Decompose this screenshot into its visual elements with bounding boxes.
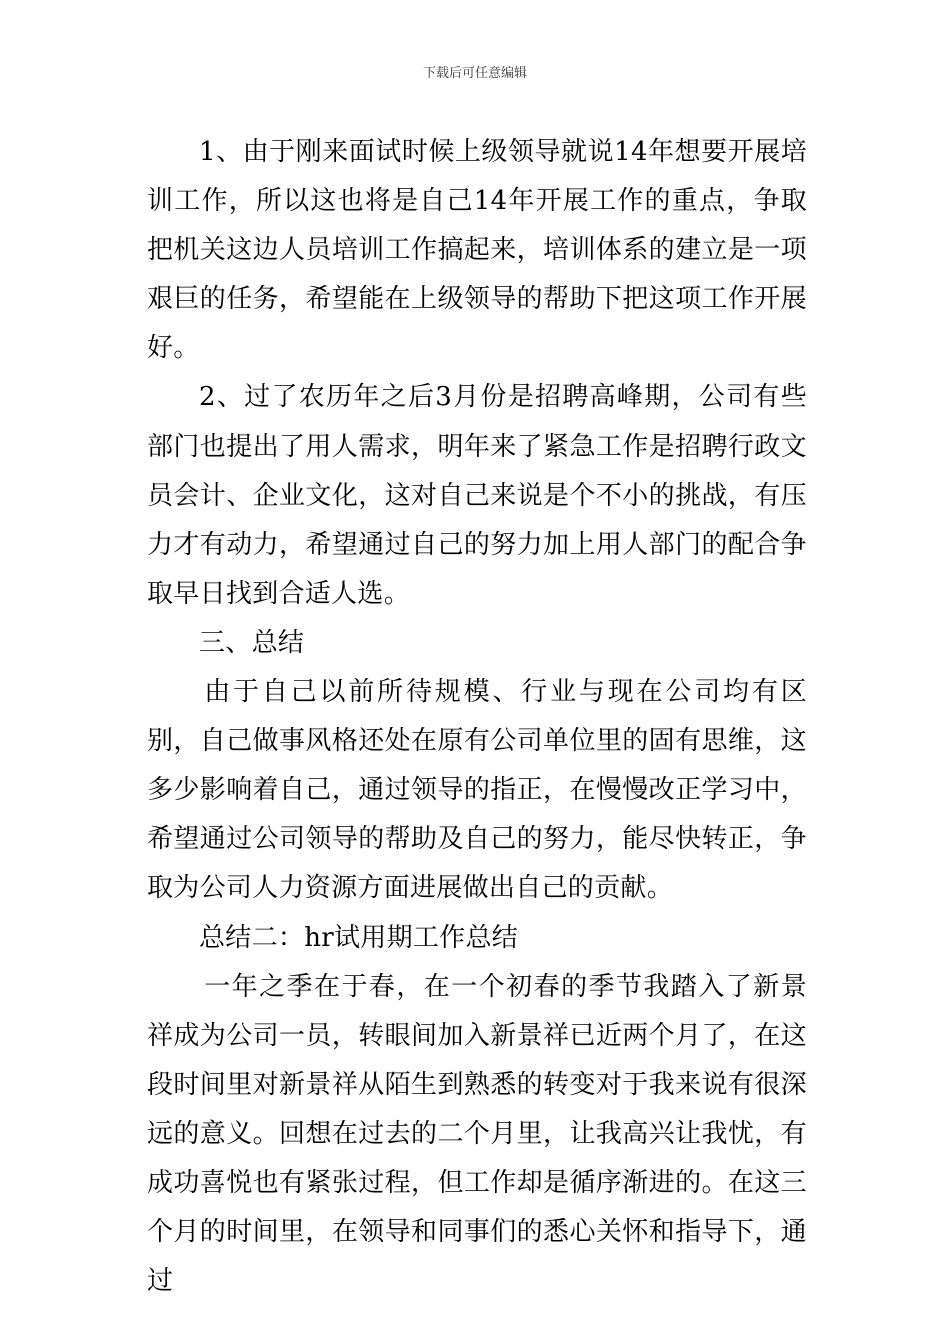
section-heading-summary: 三、总结: [199, 627, 305, 658]
paragraph-training-plan: 1、由于刚来面试时候上级领导就说14年想要开展培训工作，所以这也将是自己14年开展工作的重点，争取把机关这边人员培训工作搞起来，培训体系的建立是一项艰巨的任务，希望能在上级领导的帮助下把这项工作开展好。: [147, 137, 807, 364]
section-heading-summary-two: 总结二：hr试用期工作总结: [199, 922, 519, 953]
page-header: 下载后可任意编辑: [422, 66, 527, 81]
paragraph-probation-intro: 一年之季在于春，在一个初春的季节我踏入了新景祥成为公司一员，转眼间加入新景祥已近两个月了，在这段时间里对新景祥从陌生到熟悉的转变对于我来说有很深远的意义。回想在过去的二个月里，让我高兴让我忧，有成功喜悦也有紧张过程，但工作却是循序渐进的。在这三个月的时间里，在领导和同事们的悉心关怀和指导下，通过: [147, 971, 807, 1297]
paragraph-recruitment-plan: 2、过了农历年之后3月份是招聘高峰期，公司有些部门也提出了用人需求，明年来了紧急工作是招聘行政文员会计、企业文化，这对自己来说是个不小的挑战，有压力才有动力，希望通过自己的努力加上用人部门的配合争取早日找到合适人选。: [147, 382, 807, 609]
paragraph-summary: 由于自己以前所待规模、行业与现在公司均有区别，自己做事风格还处在原有公司单位里的固有思维，这多少影响着自己，通过领导的指正，在慢慢改正学习中，希望通过公司领导的帮助及自己的努力，能尽快转正，争取为公司人力资源方面进展做出自己的贡献。: [147, 677, 807, 904]
document-body: [147, 128, 807, 1306]
